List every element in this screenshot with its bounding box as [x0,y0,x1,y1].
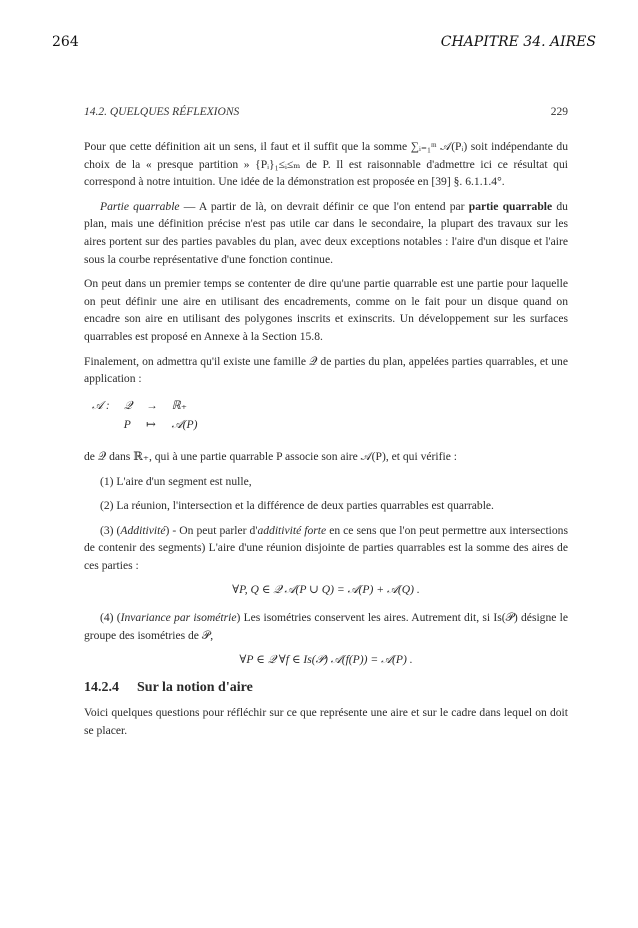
paragraph-text: du plan, mais une définition précise n'est pas utile car dans le secondaire, la plupart des travaux sur les aires portent sur des parties pavables du plan, avec deux exceptions notables : l'aire d'un disque et l'aire sous la courbe représentative d'une fonction continue. [84,199,568,266]
page-number: 264 [52,34,79,50]
map-arrow: → [146,398,158,412]
map-mapsto: ↦ [146,418,156,432]
item-text: ) - On peut parler d' [165,523,258,537]
formula-additivity: ∀P, Q ∈ 𝒬 𝒜(P ∪ Q) = 𝒜(P) + 𝒜(Q) . [232,583,420,597]
bold-term: partie quarrable [468,199,553,213]
scanned-page [84,104,568,864]
subsection-title: Sur la notion d'aire [137,679,253,695]
item-title: Invariance par isométrie [120,611,237,625]
subsection-number: 14.2.4 [84,679,119,695]
list-item-3 [84,522,568,575]
item-text: en ce sens que l'on peut permettre aux intersections de contenir des segments) L'aire d'une réunion disjointe de parties quarrables est la somme des aires de ces parties : [84,523,568,572]
map-codomain: ℝ₊ [171,398,187,412]
item-text: ) Les isométries conservent les aires. Autrement dit, si Is(𝒫) désigne le groupe des isométries de 𝒫, [84,611,568,642]
paragraph-partie-quarrable [84,198,568,268]
map-image: 𝒜(P) [171,418,198,432]
paragraph-text: — A partir de là, on devrait définir ce que l'on entend par [179,199,469,213]
map-symbol: 𝒜 : [92,398,110,412]
paragraph-definition: Pour que cette définition ait un sens, il faut et il suffit que la somme ∑ᵢ₌₁ᵐ 𝒜(Pᵢ) soit indépendante du choix de la « presque partition » {Pᵢ}₁≤ᵢ≤ₘ de P. Il est raisonnable d'admettre ici ce résultat qui correspond à notre intuition. Une idée de la démonstration est proposée en [39] §. 6.1.1.4°. [84,140,568,189]
item-number: (4) ( [100,611,121,625]
item-title: Additivité [120,523,166,537]
paragraph-encadrement: On peut dans un premier temps se contenter de dire qu'une partie quarrable est une partie pour laquelle on peut définir une aire en utilisant des encadrements, comme on le fait pour un disque quand on encadre son aire en utilisant des polygones inscrits et exinscrits. Un développement sur les surfaces quarrables est proposé en Annexe à la Section 15.8. [84,277,568,343]
scan-page-number: 229 [550,106,568,118]
application-map [84,395,568,436]
map-domain: 𝒬 [123,398,133,412]
paragraph-verifie: de 𝒬 dans ℝ₊, qui à une partie quarrable P associe son aire 𝒜(P), et qui vérifie : [84,449,457,463]
paragraph-lead: Partie quarrable [100,199,180,213]
formula-isometry: ∀P ∈ 𝒬 ∀f ∈ Is(𝒫) 𝒜(f(P)) = 𝒜(P) . [239,653,413,667]
map-empty [86,416,116,434]
chapter-title: CHAPITRE 34. AIRES [440,34,596,50]
page-header [52,34,596,54]
list-item-2: (2) La réunion, l'intersection et la différence de deux parties quarrables est quarrable. [100,499,494,513]
subsection-heading [84,679,568,697]
paragraph-questions: Voici quelques questions pour réfléchir sur ce que représente une aire et sur le cadre dans lequel on doit se placer. [84,706,568,738]
item-number: (3) ( [100,523,121,537]
list-item-1: (1) L'aire d'un segment est nulle, [100,474,252,488]
section-title: 14.2. QUELQUES RÉFLEXIONS [84,106,240,118]
map-element: P [123,418,131,432]
scan-header [84,104,568,124]
list-item-4 [84,609,568,644]
item-emphasis: additivité forte [257,523,327,537]
paragraph-famille: Finalement, on admettra qu'il existe une famille 𝒬 de parties du plan, appelées parties quarrables, et une application : [84,354,568,386]
